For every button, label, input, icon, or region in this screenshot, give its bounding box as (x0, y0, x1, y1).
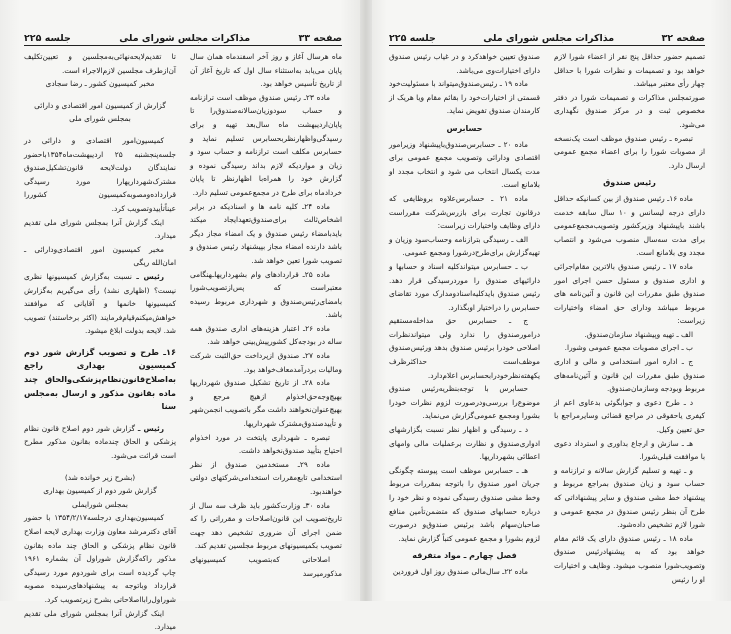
running-title: مذاکرات مجلس شورای ملی (483, 33, 615, 44)
signature: مخبر کمیسیون کشور ـ رضا سجادی (45, 79, 155, 89)
note-28: تبصره ـ شهرداری پایتخت در مورد اخذوام احتیاج بتأیید صندوق‌نخواهد داشت. (190, 432, 342, 456)
paragraph: ماه هرسال آغاز و روز آخر اسفندماه همان سال پایان می‌یابد به‌استثناء سال اول که تاریخ آغاز آن از تاریخ تأسیس خواهد بود. (190, 52, 342, 89)
right-page-left-column (389, 50, 540, 586)
article-19: ماده ۱۹ ـ رئیس‌صندوق‌میتواند با مسئولیت‌خود قسمتی از اختیارات‌خود را بقائم مقام ویا هریک از کارمندان صندوق تفویض نماید. (389, 79, 540, 116)
report-recipient: بمجلس شورای ملی (69, 114, 131, 124)
clause-dal: د ـ رسیدگی و اظهار نظر نسبت بگزارشهای ادواری‌صندوق و نظارت برعملیات مالی وامهای اعطائی بشهرداریها. (389, 425, 540, 462)
clause-jim: ج ـ اداره امور استخدامی و مالی و اداری صندوق طبق مقررات این قانون و آئین‌نامه‌های مربوط وبودجه وسازمان‌صندوق. (554, 357, 705, 394)
article-22: ماده ۲۲ـ سال‌مالی صندوق روز اول فروردین (392, 566, 528, 576)
right-page-header (389, 29, 705, 46)
clause-jim: ج ـ حسابرس حق مداخله‌مستقیم درامورصندوق را ندارد ولی میتواندنظرات اصلاحی خودرا برئیس صندوق بدهد ورئیس‌صندوق موظف‌است حداکثرظرف یکهفته‌نظرخودرابحسابرس اعلام‌دارد. (389, 316, 540, 380)
left-page-right-column (190, 50, 342, 634)
speaker-paragraph: رئیس ـ گزارش شور دوم اصلاح قانون نظام پزشکی و الحاق چندماده بقانون مذکور مطرح است قرائت می‌شود. (24, 423, 176, 461)
left-page-columns (24, 50, 342, 634)
article-18: ماده ۱۸ ـ رئیس صندوق دارای یک قائم مقام خواهد بود که به پیشنهادرئیس صندوق وتصویب‌شورا منصوب میشود. وظایف و اختیارات او را رئیس (554, 533, 705, 584)
reading-note: (بشرح زیر خوانده شد) (64, 472, 136, 482)
paragraph: صندوق تعیین خواهدکرد و در غیاب رئیس صندوق دارای اختیارات‌وی می‌باشد. (389, 52, 540, 75)
speaker-paragraph: رئیس ـ نسبت به‌گزارش کمیسیونها نظری نیست؟ (اظهاری نشد) رأی می‌گیریم به‌گزارش کمیسیونها خانمها و آقایانی که موافقند خواهش‌میکنم‌قیام‌فرمایند (اکثر برخاستند) تصویب شد. لایحه بدولت ابلاغ میشود. (24, 271, 176, 336)
section-title: رئیس صندوق (603, 178, 656, 188)
clause-dal: د ـ طرح دعوی و جوابگوئی بدعاوی اعم از کیفری یاحقوقی در مراجع قضائی وسایرمراجع با حق تعیین وکیل. (554, 397, 705, 435)
speaker-label: رئیس ـ (136, 271, 164, 281)
agenda-item-16: ۱۶ـ طرح و تصویب گزارش شور دوم کمیسیون بهداری راجع به‌اصلاح‌قانون‌نظام‌پزشکی‌والحاق چند ماده بقانون مذکور و ارسال به‌مجلس سنا (24, 346, 176, 412)
section-title: حسابرس (446, 123, 483, 133)
report-title: گزارش از کمیسیون امور اقتصادی و دارائی (34, 100, 166, 110)
right-page-columns (389, 50, 705, 586)
article-16: ماده ۱۶ـ رئیس صندوق از بین کسانیکه حداقل دارای درجه لیسانس و ۱۰ سال سابقه خدمت باشند باپیشنهاد وزیرکشور وتصویب‌مجمع‌عمومی برای مدت سه‌سال منصوب می‌شود و انتصاب مجدد وی بلامانع است. (554, 193, 705, 258)
session-number: جلسه ۲۲۵ (389, 33, 436, 44)
paragraph: اصلاحاتی که‌بتصویب کمیسیونهای مذکورمیرسد (190, 554, 342, 578)
paragraph: اینک گزارش آنرا بمجلس شورای ملی تقدیم میدارد. (24, 217, 176, 241)
clause-he: هـ ـ حسابرس موظف است پیوسته چگونگی جریان امور صندوق را باتوجه بمقررات مربوط وخط مشی صندوق رسیدگی نموده و نظر خود را درباره حسابهای صندوق که متضمن‌تأمین منافع صاحبان‌سهام باشد برئیس صندوق‌و درصورت لزوم بشورا و مجمع عمومی کتباً گزارش نماید. (389, 465, 540, 543)
clause-vav: و ـ تهیه و تسلیم گزارش سالانه و ترازنامه و حساب سود و زیان صندوق بمراجع مربوط و پیشنهاد خط مشی صندوق و سایر پیشنهاداتی که طرح آن بنظر رئیس صندوق در مجمع عمومی و شورا لازم تشخیص داده‌شود. (554, 465, 705, 530)
article-29: ماده ۲۹ـ مستخدمین صندوق از نظر استخدامی تابع‌مقررات استخدامی‌شرکتهای دولتی خواهندبود. (190, 459, 342, 496)
article-24: ماده ۲۴ـ کلیه نامه ها و اسنادیکه در برابر اشخاص‌ثالث برای‌صندوق‌تعهدایجاد میکند باید‌بامضاء رئیس صندوق و یک امضاء مجاز دیگر باشد دارنده امضاء مجاز بپیشنهاد رئیس صندوق و تصویب شورا تعین خواهد شد. (190, 201, 342, 265)
signature: مخبر کمیسیون امور اقتصادی‌ودارائی ـ امان‌الله ریگی (24, 244, 176, 268)
session-number: جلسه ۲۲۵ (24, 33, 71, 44)
paragraph: تا تقدیم‌لایحه‌نهائی‌به‌مجلسین و تعیین‌تکلیف آن‌ازطرف مجلسین لازم‌الاجراء است. (24, 52, 176, 75)
paragraph: کمیسیون‌بهداری درجلسه۱۳۵۴/۲/۱۷ با حضور آقای دکترمرشد معاون وزارت بهداری لایحه اصلاح قانون نظام پزشکی و الحاق چند ماده بقانون مذکور راکه‌گزارش شوراول آن بشماره ۱۹۶۱ چاپ گردیده است برای شوردوم مورد رسیدگی قرارداد وباتوجه به پیشنهادهای‌رسیده مصوبه شوراول‌را‌بااصلاحاتی بشرح زیرتصویب کرد. (24, 513, 176, 604)
page-number: صفحه ۳۲ (661, 33, 705, 44)
page-number: صفحه ۳۳ (298, 33, 342, 44)
article-30: ماده ۳۰ـ وزارت‌کشور باید ظرف سه سال از تاریخ‌تصویب این قانون‌اصلاحات و مقرراتی را که ضمن اجرای آن ضروری تشخیص دهد جهت تصویب بکمیسیونهای مربوط مجلسین تقدیم کند. (190, 500, 342, 551)
left-page-header (24, 29, 342, 46)
note: تبصره ـ رئیس صندوق موظف است یک‌نسخه از مصوبات شورا را برای اعضاء مجمع عمومی ارسال دارد. (554, 133, 705, 170)
clause-he: هـ ـ سازش و ارجاع بداوری و استرداد دعوی با موافقت قبلی‌شورا. (554, 438, 705, 462)
left-page (0, 0, 365, 632)
paragraph: حسابرس با توجه‌بنظریه‌رئیس صندوق موضوع‌را بررسی‌ودرصورت لزوم نظرات خودرا بشورا ومجمع عمومی‌گزارش می‌نماید. (389, 384, 540, 421)
article-21: ماده ۲۱ ـ حسابرس‌علاوه بروظایفی که درقانون تجارت برای بازرس‌شرکت مقرراست دارای وظایف واختیارات زیراست: (389, 193, 540, 231)
book-gutter (360, 0, 372, 601)
clause-alef: الف ـ رسیدگی بترازنامه وحساب‌سود وزیان و تهیه‌گزارش برای‌طرح‌درشورا ومجمع عمومی. (389, 234, 540, 258)
paragraph: صورتمجلس مذاکرات و تصمیمات شورا در دفتر مخصوص ثبت و در مرکز صندوق نگهداری می‌شود. (554, 92, 705, 129)
clause-alef: الف ـ تهیه وپیشنهاد سازمان‌صندوق. (584, 329, 693, 339)
article-17: ماده ۱۷ ـ رئیس صندوق بالاترین مقام‌اجرائی و اداری صندوق و مسئول حسن اجرای امور صندوق طبق مقررات این قانون و آئین‌نامه های مربوط میباشد ودارای حق امضاء واختیارات زیراست: (554, 261, 705, 326)
paragraph: تصمیم حضور حداقل پنج نفر از اعضاء شورا لازم خواهد بود و تصمیمات و نظرات شورا با حداقل چهار رأی معتبر میباشد. (554, 52, 705, 89)
left-page-left-column (24, 50, 176, 634)
article-26: ماده ۲۶ـ اعتبار هزینه‌های اداری صندوق همه ساله در بودجه‌کل کشورپیش‌بینی خواهد شد. (190, 323, 342, 347)
speaker-label: رئیس ـ (137, 423, 164, 433)
article-27: ماده ۲۷ـ صندوق ازپرداخت حق‌الثبت شرکت ومالیات بردرآمدمعاف‌خواهد بود. (190, 351, 342, 374)
right-page-right-column (554, 50, 705, 586)
chapter-title: فصل چهارم ـ مواد متفرقه (412, 551, 517, 561)
article-25: ماده ۲۵ـ قراردادهای وام بشهرداریها‌ـهنگامی معتبراست که پس‌ازتصویب‌شورا بامضای‌رئیس‌صندوق و شهرداری مربوط رسیده باشد. (190, 269, 342, 320)
paragraph: اینک گزارش آنرا بمجلس شورای ملی تقدیم میدارد. (24, 608, 176, 632)
report-recipient: بمجلس شورایملی (72, 499, 128, 509)
paragraph: کمیسیون‌امور اقتصادی و دارائی در جلسه‌پنجشنبه ۲۵ اردیبهشت‌ماه۱۳۵۴باحضور نمایندگان دولت‌لایحه قانون‌تشکیل‌صندوق مشترک‌شهرداریهارا مورد رسیدگی قرارداده‌ومصوبه‌کمیسیون کشوررا عیناًتأییدوتصویب کرد. (24, 135, 177, 213)
article-20: ماده ۲۰ ـ حسابرس‌صندوق‌باپیشنهاد وزیرامور اقتصادی ودارائی وتصویب مجمع عمومی برای مدت یکسال انتخاب می شود و انتخاب مجدد او بلامانع است. (389, 139, 540, 190)
right-page (365, 0, 731, 601)
article-28: ماده ۲۸ـ از تاریخ تشکیل صندوق شهرداریها بهیچ‌وجه‌حق‌اخذوام ازهیچ مرجع و بهیچ‌عنوان‌نخواهند داشت مگر باتصویب انجمن‌شهر و تأییدصندوق‌مشترک شهرداریها. (190, 378, 342, 429)
clause-be: ب ـ اجرای مصوبات مجمع عمومی وشورا. (564, 343, 693, 353)
running-title: مذاکرات مجلس شورای ملی (119, 33, 251, 44)
report-title: گزارش شور دوم از کمیسیون بهداری (43, 486, 157, 496)
article-23: ماده ۲۳ـ رئیس صندوق موظف است ترازنامه و حساب سودوزیان‌سالانه‌صندوق‌را تا پایان‌اردیبهشت ماه سال‌بعد تهیه و برای رسیدگی‌واظهارنظربحسابرس تسلیم نماید و حسابرس مکلف است ترازنامه و حساب سود و زیان و مواردیکه لازم بداند رسیدگی نموده و گزارش خود را همراه‌با اظهارنظر تا پایان خردادماه برای طرح در مجمع‌عمومی تسلیم دارد. (190, 92, 342, 197)
clause-be: ب ـ حسابرس میتواندکلیه اسناد و حسابها و دارائیهای صندوق را موردرسیدگی قرار دهد. رئیس صندوق باید‌کلیه‌اسنادومدارک مورد تقاضای حسابرس را دراختیار اوبگذارد. (389, 261, 540, 312)
